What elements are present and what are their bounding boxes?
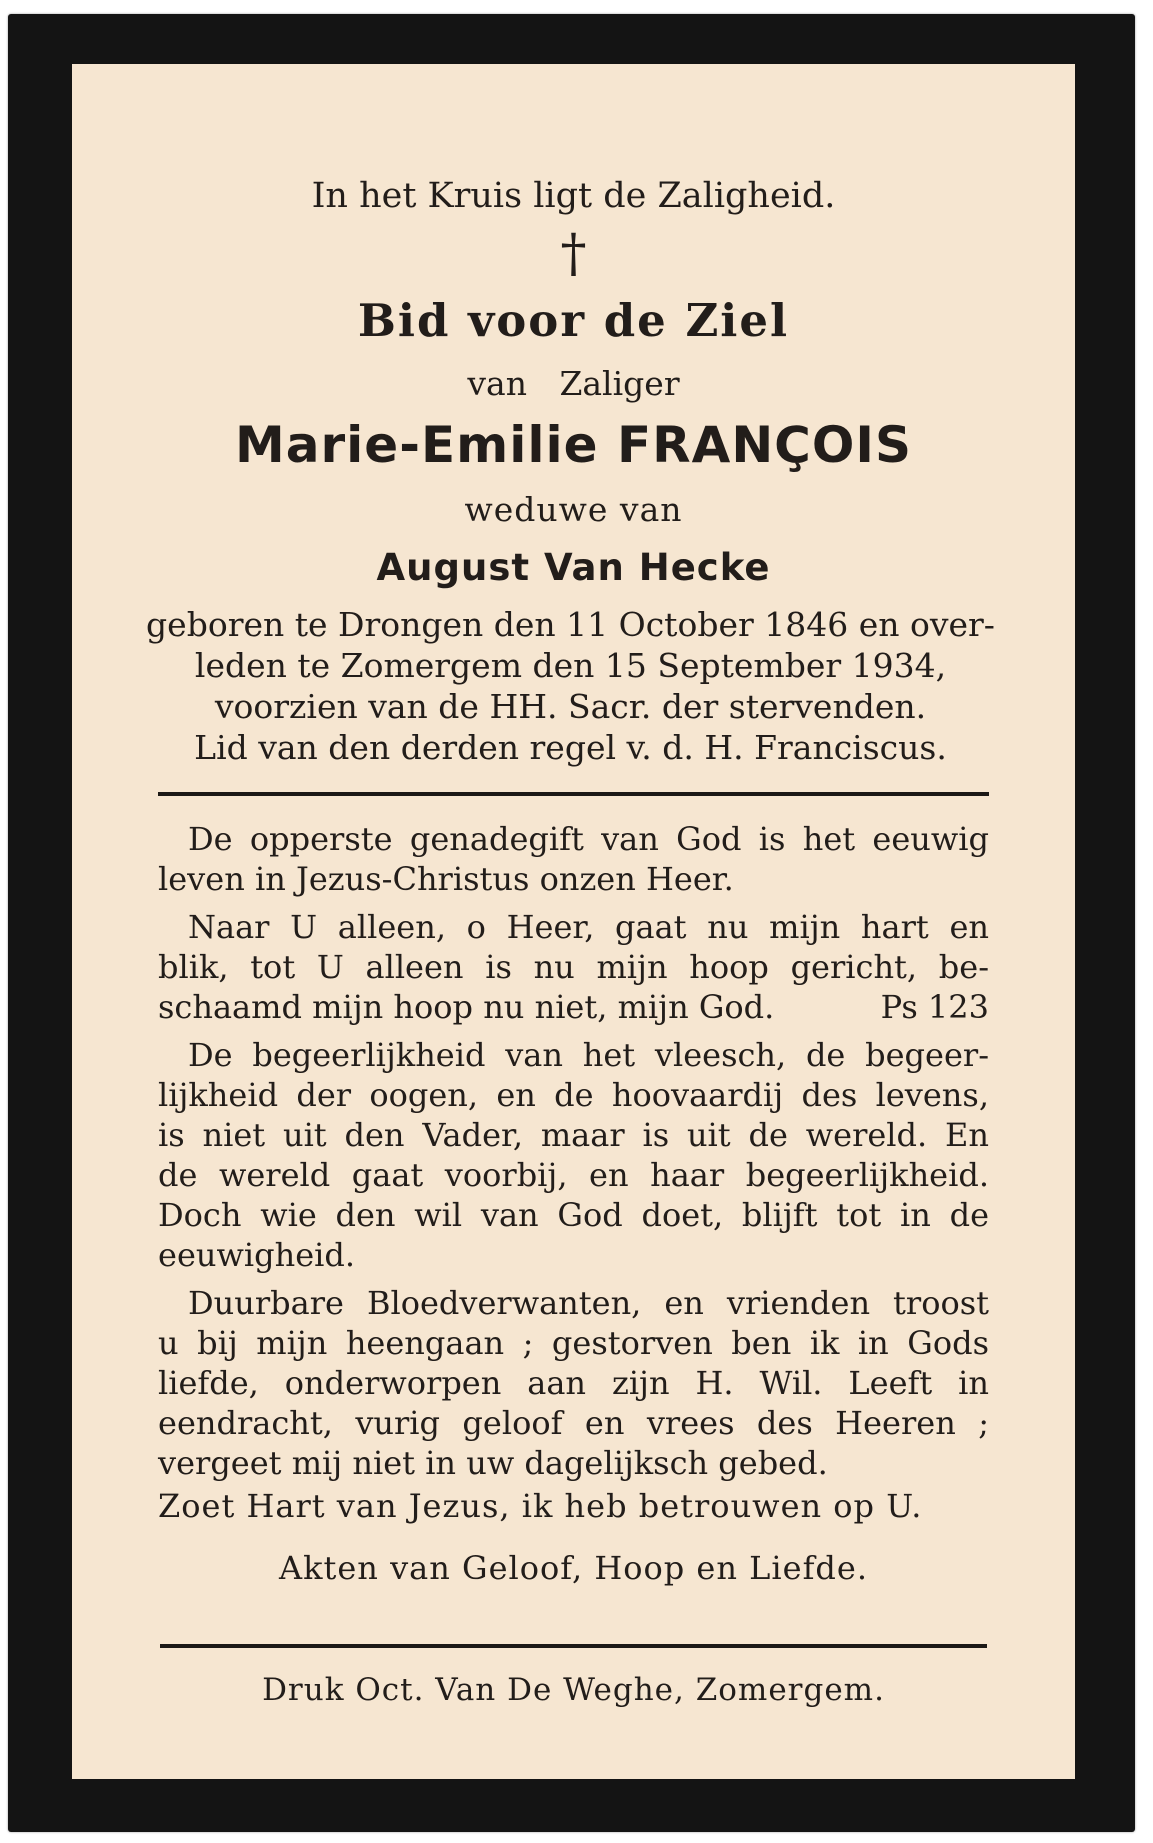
closing-invocation: Zoet Hart van Jezus, ik heb betrouwen op U.: [158, 1487, 923, 1525]
bio-line: geboren te Drongen den 11 October 1846 en over-: [146, 605, 995, 644]
weduwe-van: weduwe van: [464, 490, 683, 529]
paragraph: [158, 1035, 989, 1275]
text-line: schaamd mijn hoop nu niet, mijn God.: [158, 988, 775, 1026]
paragraph: [158, 907, 989, 1027]
cross-icon: †: [560, 224, 587, 284]
biography: [132, 604, 1009, 768]
text-line: vergeet mij niet in uw dagelijksch gebed.: [158, 1444, 828, 1482]
text-line-with-reference: [158, 987, 989, 1027]
text-line: eeuwigheid.: [158, 1236, 356, 1274]
card-paper: [72, 64, 1075, 1779]
van-zaliger: van Zaliger: [467, 364, 680, 403]
bio-line: voorzien van de HH. Sacr. der stervenden.: [214, 687, 927, 726]
text-line: u bij mijn heengaan ; gestorven ben ik in Gods: [158, 1324, 989, 1362]
text-line: Duurbare Bloedverwanten, en vrienden troost: [188, 1284, 989, 1322]
bio-line: leden te Zomergem den 15 September 1934,: [194, 646, 947, 685]
spouse-name: August Van Hecke: [376, 546, 771, 589]
text-line: de wereld gaat voorbij, en haar begeerlijkheid.: [158, 1156, 989, 1194]
bio-line: Lid van den derden regel v. d. H. Franciscus.: [194, 728, 947, 767]
acts-line: Akten van Geloof, Hoop en Liefde.: [279, 1549, 868, 1587]
text-line: lijkheid der oogen, en de hoovaardij des levens,: [158, 1076, 989, 1114]
mourning-card: [8, 14, 1135, 1832]
motto: In het Kruis ligt de Zaligheid.: [311, 176, 836, 216]
text-line: leven in Jezus-Christus onzen Heer.: [158, 860, 734, 898]
paragraph: [158, 819, 989, 899]
printer-credit: Druk Oct. Van De Weghe, Zomergem.: [262, 1672, 885, 1708]
paragraph: [158, 1283, 989, 1483]
prayer-text: [158, 819, 989, 1491]
text-line: is niet uit den Vader, maar is uit de wereld. En: [158, 1116, 989, 1154]
text-line: eendracht, vurig geloof en vrees des Heeren ;: [158, 1404, 989, 1442]
deceased-name: Marie-Emilie FRANÇOIS: [235, 416, 912, 474]
psalm-reference: Ps 123: [880, 988, 989, 1026]
text-line: blik, tot U alleen is nu mijn hoop gericht, be-: [158, 948, 989, 986]
text-line: De opperste genadegift van God is het eeuwig: [188, 820, 989, 858]
text-line: Naar U alleen, o Heer, gaat nu mijn hart en: [188, 908, 989, 946]
text-line: liefde, onderworpen aan zijn H. Wil. Leeft in: [158, 1364, 989, 1402]
text-line: De begeerlijkheid van het vleesch, de begeer-: [188, 1036, 989, 1074]
text-line: Doch wie den wil van God doet, blijft tot in de: [158, 1196, 989, 1234]
divider-top: [158, 792, 989, 796]
heading: Bid voor de Ziel: [357, 294, 790, 347]
divider-bottom: [160, 1644, 987, 1648]
